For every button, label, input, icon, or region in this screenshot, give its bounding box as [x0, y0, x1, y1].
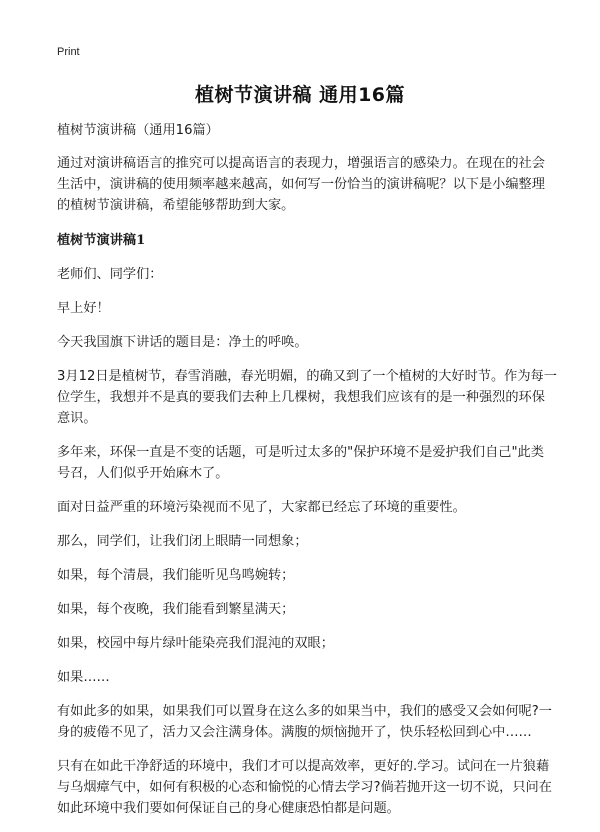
- paragraph-environment: 多年来，环保一直是不变的话题，可是听过太多的"保护环境不是爱护我们自己"此类号召，人们似乎开始麻木了。: [57, 445, 544, 481]
- paragraph-if-campus: 如果，校园中每片绿叶能染亮我们混沌的双眼；: [57, 636, 334, 651]
- paragraph-arbor-day: 3月12日是植树节，春雪消融，春光明媚，的确又到了一个植树的大好时节。作为每一位学生，我想并不是真的要我们去种上几棵树，我想我们应该有的是一种强烈的环保意识。: [57, 369, 557, 426]
- paragraph-many-ifs: 有如此多的如果，如果我们可以置身在这么多的如果当中，我们的感受又会如何呢?一身的疲倦不见了，活力又会注满身体。满腹的烦恼抛开了，快乐轻松回到心中……: [57, 704, 552, 740]
- print-label: Print: [57, 46, 80, 58]
- document-title: 植树节演讲稿 通用16篇: [194, 84, 406, 106]
- document-body: [57, 120, 557, 832]
- document-subtitle: 植树节演讲稿（通用16篇）: [57, 123, 219, 138]
- section-heading: 植树节演讲稿1: [57, 233, 146, 248]
- paragraph-morning: 早上好！: [57, 301, 110, 316]
- paragraph-imagine: 那么，同学们，让我们闭上眼睛一同想象；: [57, 534, 308, 549]
- paragraph-greeting: 老师们、同学们：: [57, 267, 163, 282]
- paragraph-topic: 今天我国旗下讲话的题目是：净土的呼唤。: [57, 335, 308, 350]
- paragraph-clean-environment: 只有在如此干净舒适的环境中，我们才可以提高效率，更好的.学习。试问在一片狼藉与乌烟瘴气中，如何有积极的心态和愉悦的心情去学习?倘若抛开这一切不说，只问在如此环境中我们要如何保证自己的身心健康恐怕都是问题。: [57, 759, 552, 816]
- intro-paragraph: 通过对演讲稿语言的推究可以提高语言的表现力，增强语言的感染力。在现在的社会生活中，演讲稿的使用频率越来越高，如何写一份恰当的演讲稿呢？以下是小编整理的植树节演讲稿，希望能够帮助到大家。: [57, 156, 545, 213]
- paragraph-pollution: 面对日益严重的环境污染视而不见了，大家都已经忘了环境的重要性。: [57, 500, 466, 515]
- paragraph-if: 如果……: [57, 670, 110, 685]
- paragraph-if-morning: 如果，每个清晨，我们能听见鸟鸣婉转；: [57, 568, 295, 583]
- paragraph-if-night: 如果，每个夜晚，我们能看到繁星满天；: [57, 602, 295, 617]
